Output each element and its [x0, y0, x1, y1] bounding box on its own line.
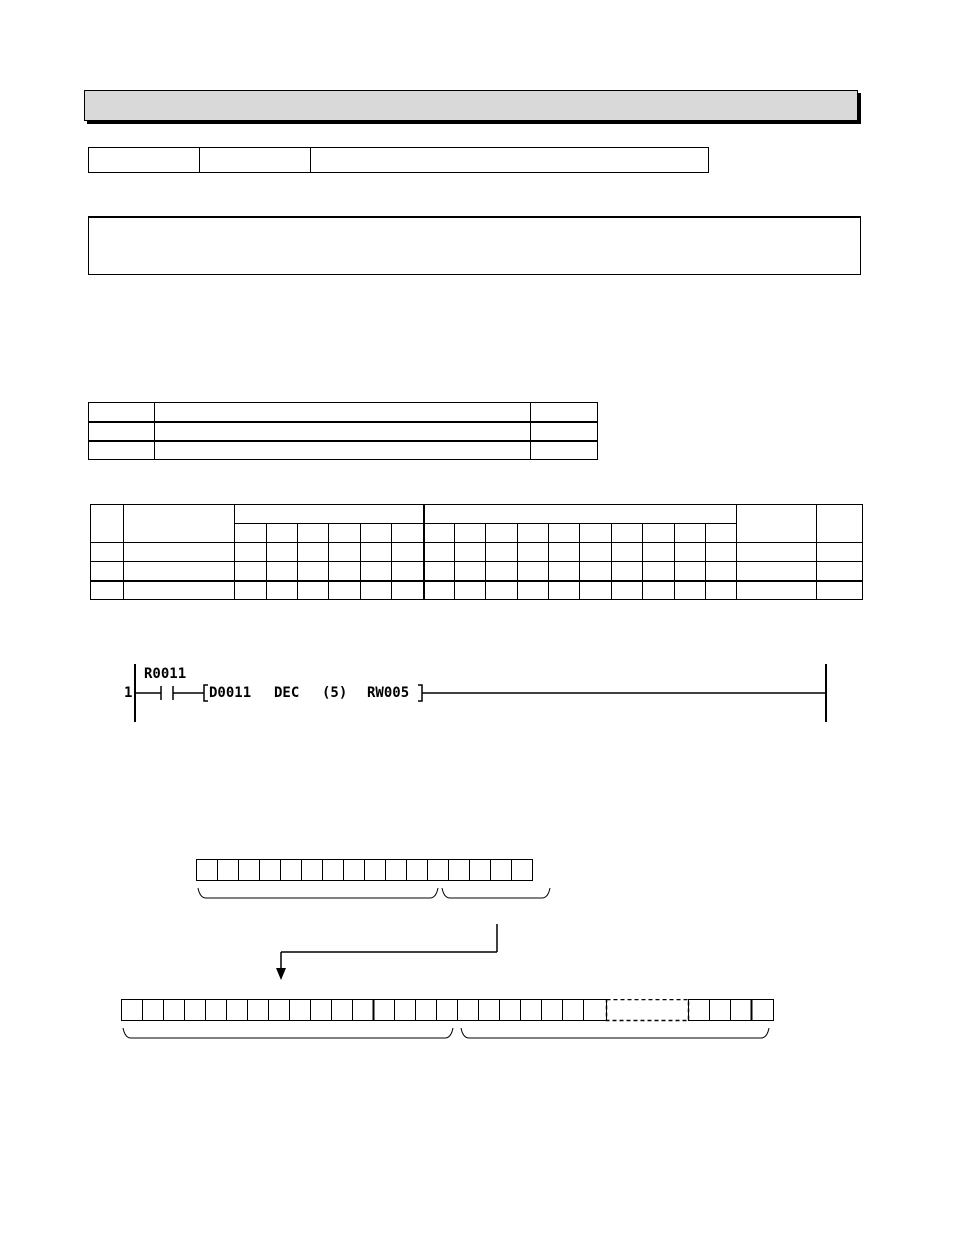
table-cell	[531, 422, 598, 441]
device-table	[90, 504, 863, 600]
header-cell	[311, 148, 709, 173]
table-cell	[155, 441, 531, 460]
table-cell	[424, 505, 737, 524]
destination-word-bits	[121, 999, 775, 1023]
header-cell	[200, 148, 311, 173]
instruction-header-table	[88, 147, 709, 173]
description-box	[88, 216, 861, 275]
table-cell	[155, 422, 531, 441]
table-cell	[737, 505, 817, 543]
destination-brackets	[118, 1022, 778, 1044]
ladder-diagram	[120, 660, 840, 726]
table-cell	[89, 441, 155, 460]
table-cell	[89, 422, 155, 441]
table-cell	[155, 403, 531, 422]
table-cell	[124, 505, 235, 543]
section-title-bar	[84, 90, 858, 121]
instruction-mnemonic: DEC	[274, 685, 300, 701]
instruction-dest: RW005	[367, 685, 410, 701]
header-cell	[89, 148, 200, 173]
instruction-source: D0011	[209, 685, 252, 701]
instruction-param: (5)	[322, 685, 348, 701]
rung-number: 1	[124, 685, 133, 701]
contact-label: R0011	[144, 666, 187, 682]
table-cell	[89, 403, 155, 422]
operand-table	[88, 402, 598, 460]
table-cell	[531, 441, 598, 460]
table-cell	[91, 505, 124, 543]
table-cell	[235, 505, 424, 524]
table-cell	[817, 505, 863, 543]
source-word-bits	[196, 859, 533, 881]
source-bracket-and-arrow	[190, 880, 560, 1000]
table-cell	[531, 403, 598, 422]
